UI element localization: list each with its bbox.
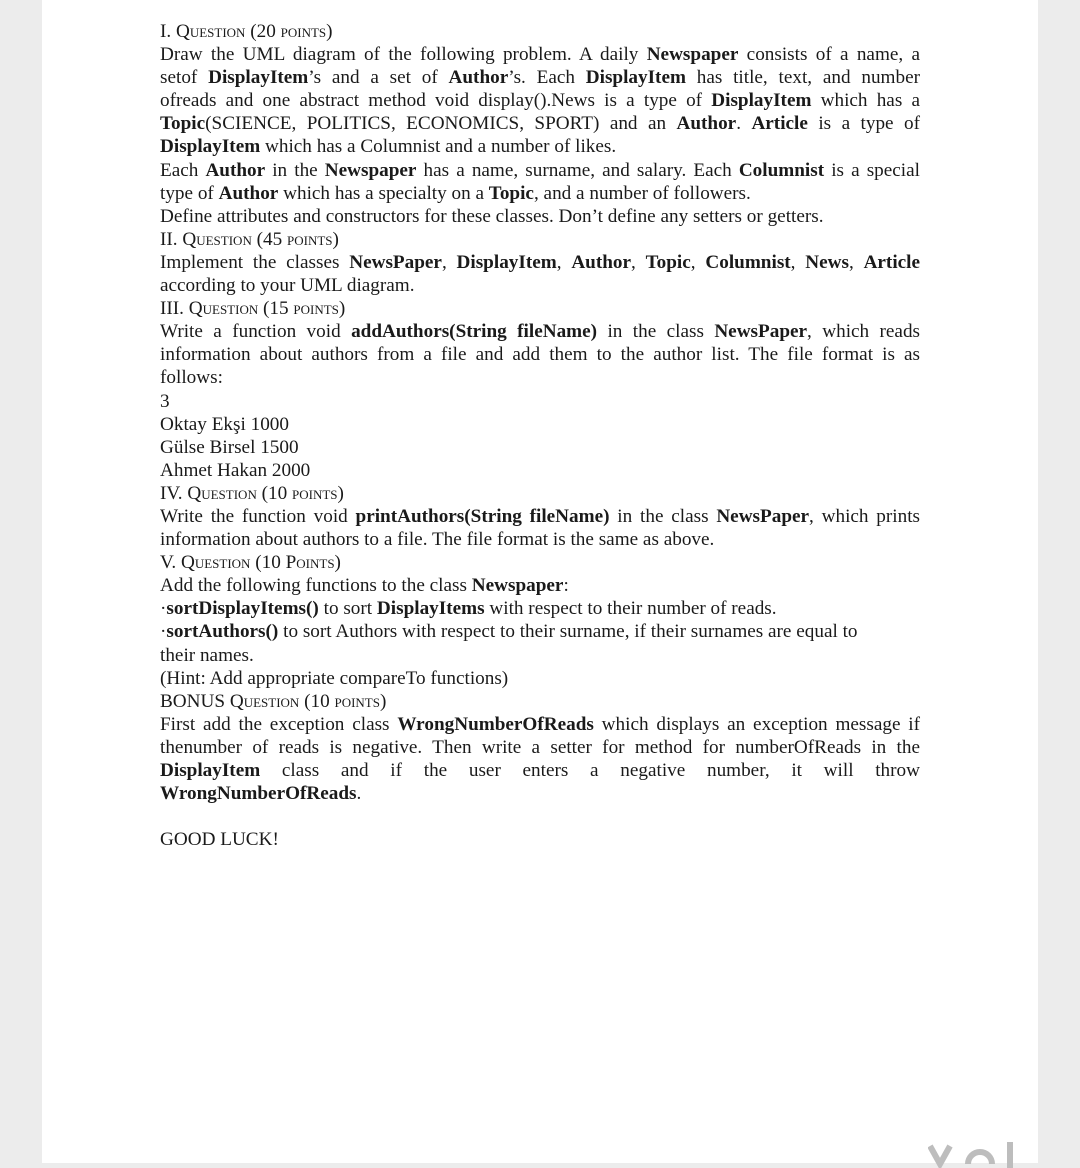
bonus-line-3: DisplayItem class and if the user enters a negative number, it will throw: [160, 760, 920, 781]
q1-line-2: setof DisplayItem’s and a set of Author’s. Each DisplayItem has title, text, and number: [160, 67, 920, 89]
q1-heading: I. Question (20 points): [160, 21, 333, 42]
file-line: 3: [160, 390, 170, 412]
q3-heading: III. Question (15 points): [160, 298, 346, 320]
bonus-line-2: thenumber of reads is negative. Then write a setter for method for numberOfReads in the: [160, 736, 920, 758]
q4-heading: IV. Question (10 points): [160, 482, 344, 504]
q5-bullet-1: ·sortDisplayItems() to sort DisplayItems with respect to their number of reads.: [160, 598, 777, 620]
q1-line-4: Topic(SCIENCE, POLITICS, ECONOMICS, SPORT) and an Author. Article is a type of: [160, 113, 920, 135]
q5-heading: V. Question (10 Points): [160, 552, 341, 574]
file-line: Oktay Ekşi 1000: [160, 413, 289, 435]
q2-line-1: Implement the classes NewsPaper, DisplayItem, Author, Topic, Columnist, News, Article: [160, 251, 921, 273]
bonus-heading: BONUS Question (10 points): [160, 690, 387, 712]
q1-line-8: Define attributes and constructors for these classes. Don’t define any setters or getters.: [160, 205, 824, 227]
file-line: Ahmet Hakan 2000: [160, 459, 311, 481]
q4-line-1: Write the function void printAuthors(String fileName) in the class NewsPaper, which prints: [160, 505, 921, 527]
bullet-dot: ·: [160, 621, 167, 643]
bullet-dot: ·: [160, 598, 167, 620]
q2-heading: II. Question (45 points): [160, 228, 339, 250]
q3-line-2: information about authors from a file and add them to the author list. The file format is as: [160, 344, 920, 366]
q1-line-6: Each Author in the Newspaper has a name, surname, and salary. Each Columnist is a special: [160, 159, 920, 181]
bonus-line-4: WrongNumberOfReads.: [160, 783, 362, 805]
q5-hint: (Hint: Add appropriate compareTo functions): [160, 667, 509, 689]
q1-line-1: Draw the UML diagram of the following problem. A daily Newspaper consists of a name, a: [160, 44, 920, 66]
q1-line-7: type of Author which has a specialty on a Topic, and a number of followers.: [160, 182, 751, 204]
q3-line-3: follows:: [160, 367, 223, 389]
q4-line-2: information about authors to a file. The file format is the same as above.: [160, 529, 715, 551]
file-line: Gülse Birsel 1500: [160, 436, 299, 458]
watermark-logo: [928, 1138, 1028, 1168]
q3-line-1: Write a function void addAuthors(String fileName) in the class NewsPaper, which reads: [160, 321, 921, 343]
q1-line-3: ofreads and one abstract method void display().News is a type of DisplayItem which has a: [160, 90, 920, 112]
q1-line-5: DisplayItem which has a Columnist and a number of likes.: [160, 136, 617, 158]
document-page: [42, 0, 1038, 1163]
q5-bullet-2-cont: their names.: [160, 644, 254, 666]
closing-text: GOOD LUCK!: [160, 829, 279, 851]
exam-content: [160, 20, 920, 851]
q2-line-2: according to your UML diagram.: [160, 275, 415, 297]
bonus-line-1: First add the exception class WrongNumberOfReads which displays an exception message if: [160, 713, 921, 735]
q5-line-1: Add the following functions to the class Newspaper:: [160, 575, 569, 597]
q5-bullet-2: ·sortAuthors() to sort Authors with respect to their surname, if their surnames are equal to: [160, 621, 858, 643]
